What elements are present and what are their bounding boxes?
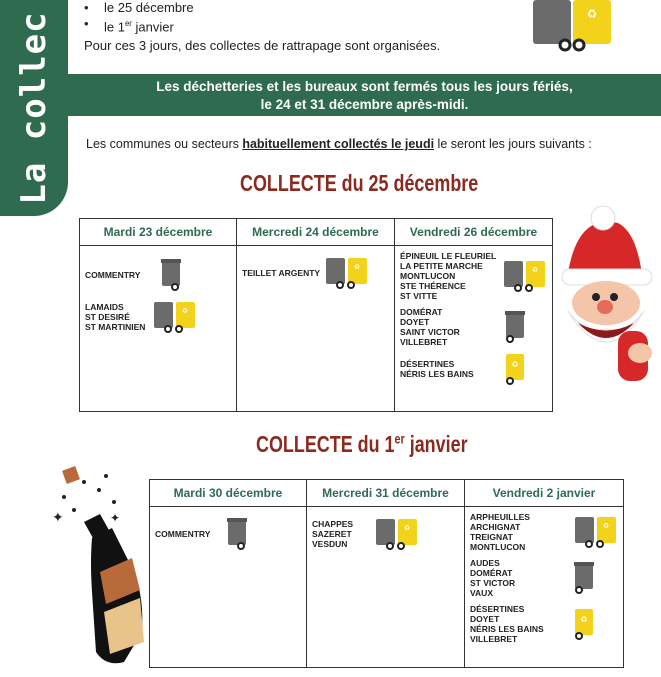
svg-text:♻: ♻ <box>602 523 610 530</box>
top-bins-illustration <box>527 0 617 59</box>
town-group: DÉSERTINES NÉRIS LES BAINS ♻ <box>400 353 547 385</box>
yellow-bin-icon <box>574 608 594 640</box>
intro-text: Les communes ou secteurs habituellement collectés le jeudi le seront les jours suivants : <box>86 137 592 151</box>
collecte1-title: COLLECTE du 25 décembre <box>240 170 479 196</box>
catchup-text: Pour ces 3 jours, des collectes de rattrapage sont organisées. <box>84 38 441 53</box>
grey-yellow-bins-icon <box>574 516 618 548</box>
side-tab-text: La collec <box>14 11 54 205</box>
side-tab <box>0 0 68 216</box>
holiday-bullets <box>84 0 194 35</box>
grey-bin-icon <box>161 259 181 291</box>
col-tuesday <box>150 507 307 668</box>
grey-yellow-bins-icon <box>375 518 419 550</box>
town-group: TEILLET ARGENTY ♻ <box>242 257 389 289</box>
col-friday <box>395 246 553 412</box>
svg-text:♻: ♻ <box>531 267 539 274</box>
grey-bin-icon <box>227 518 247 550</box>
town-group: LAMAIDS ST DESIRÉ ST MARTINIEN ♻ <box>85 301 231 333</box>
collecte2-table <box>149 479 624 668</box>
table-header: Mardi 30 décembre <box>150 480 307 507</box>
grey-bin-icon <box>505 311 525 343</box>
col-friday <box>465 507 624 668</box>
town-group: COMMENTRY <box>155 518 301 550</box>
town-group: CHAPPES SAZERET VESDUN ♻ <box>312 518 459 550</box>
svg-text:♻: ♻ <box>511 360 519 369</box>
svg-text:✦: ✦ <box>52 509 64 525</box>
santa-illustration <box>548 203 658 398</box>
table-header: Mardi 23 décembre <box>80 219 237 246</box>
town-group: ÉPINEUIL LE FLEURIEL LA PETITE MARCHE MONTLUCON STE THÉRENCE ST VITTE ♻ <box>400 251 547 301</box>
grey-yellow-bins-icon <box>503 260 547 292</box>
col-tuesday <box>80 246 237 412</box>
col-wednesday <box>237 246 395 412</box>
town-group: DOMÉRAT DOYET SAINT VICTOR VILLEBRET <box>400 307 547 347</box>
svg-text:♻: ♻ <box>580 615 588 624</box>
grey-bin-icon <box>574 562 594 594</box>
town-group: AUDES DOMÉRAT ST VICTOR VAUX <box>470 558 618 598</box>
svg-text:♻: ♻ <box>403 525 411 532</box>
collecte1-table <box>79 218 553 412</box>
grey-yellow-bins-icon <box>153 301 197 333</box>
town-group: COMMENTRY <box>85 259 231 291</box>
champagne-illustration <box>44 462 154 677</box>
table-header: Mercredi 24 décembre <box>237 219 395 246</box>
town-group: ARPHEUILLES ARCHIGNAT TREIGNAT MONTLUCON ♻ <box>470 512 618 552</box>
table-header: Vendredi 26 décembre <box>395 219 553 246</box>
town-group: DÉSERTINES DOYET NÉRIS LES BAINS VILLEBRET ♻ <box>470 604 618 644</box>
bullet-item: • le 1er janvier <box>84 16 194 35</box>
closure-banner: Les déchetteries et les bureaux sont fermés tous les jours fériés, le 24 et 31 décembre après-midi. <box>68 74 661 116</box>
col-wednesday <box>307 507 465 668</box>
svg-text:♻: ♻ <box>181 308 189 315</box>
svg-text:♻: ♻ <box>586 7 598 21</box>
svg-text:✦: ✦ <box>110 511 121 525</box>
table-header: Mercredi 31 décembre <box>307 480 465 507</box>
collecte2-title: COLLECTE du 1er janvier <box>256 431 468 457</box>
table-header: Vendredi 2 janvier <box>465 480 624 507</box>
bullet-item: • le 25 décembre <box>84 0 194 16</box>
svg-text:♻: ♻ <box>353 264 361 271</box>
grey-yellow-bins-icon <box>325 257 369 289</box>
yellow-bin-icon <box>505 353 525 385</box>
